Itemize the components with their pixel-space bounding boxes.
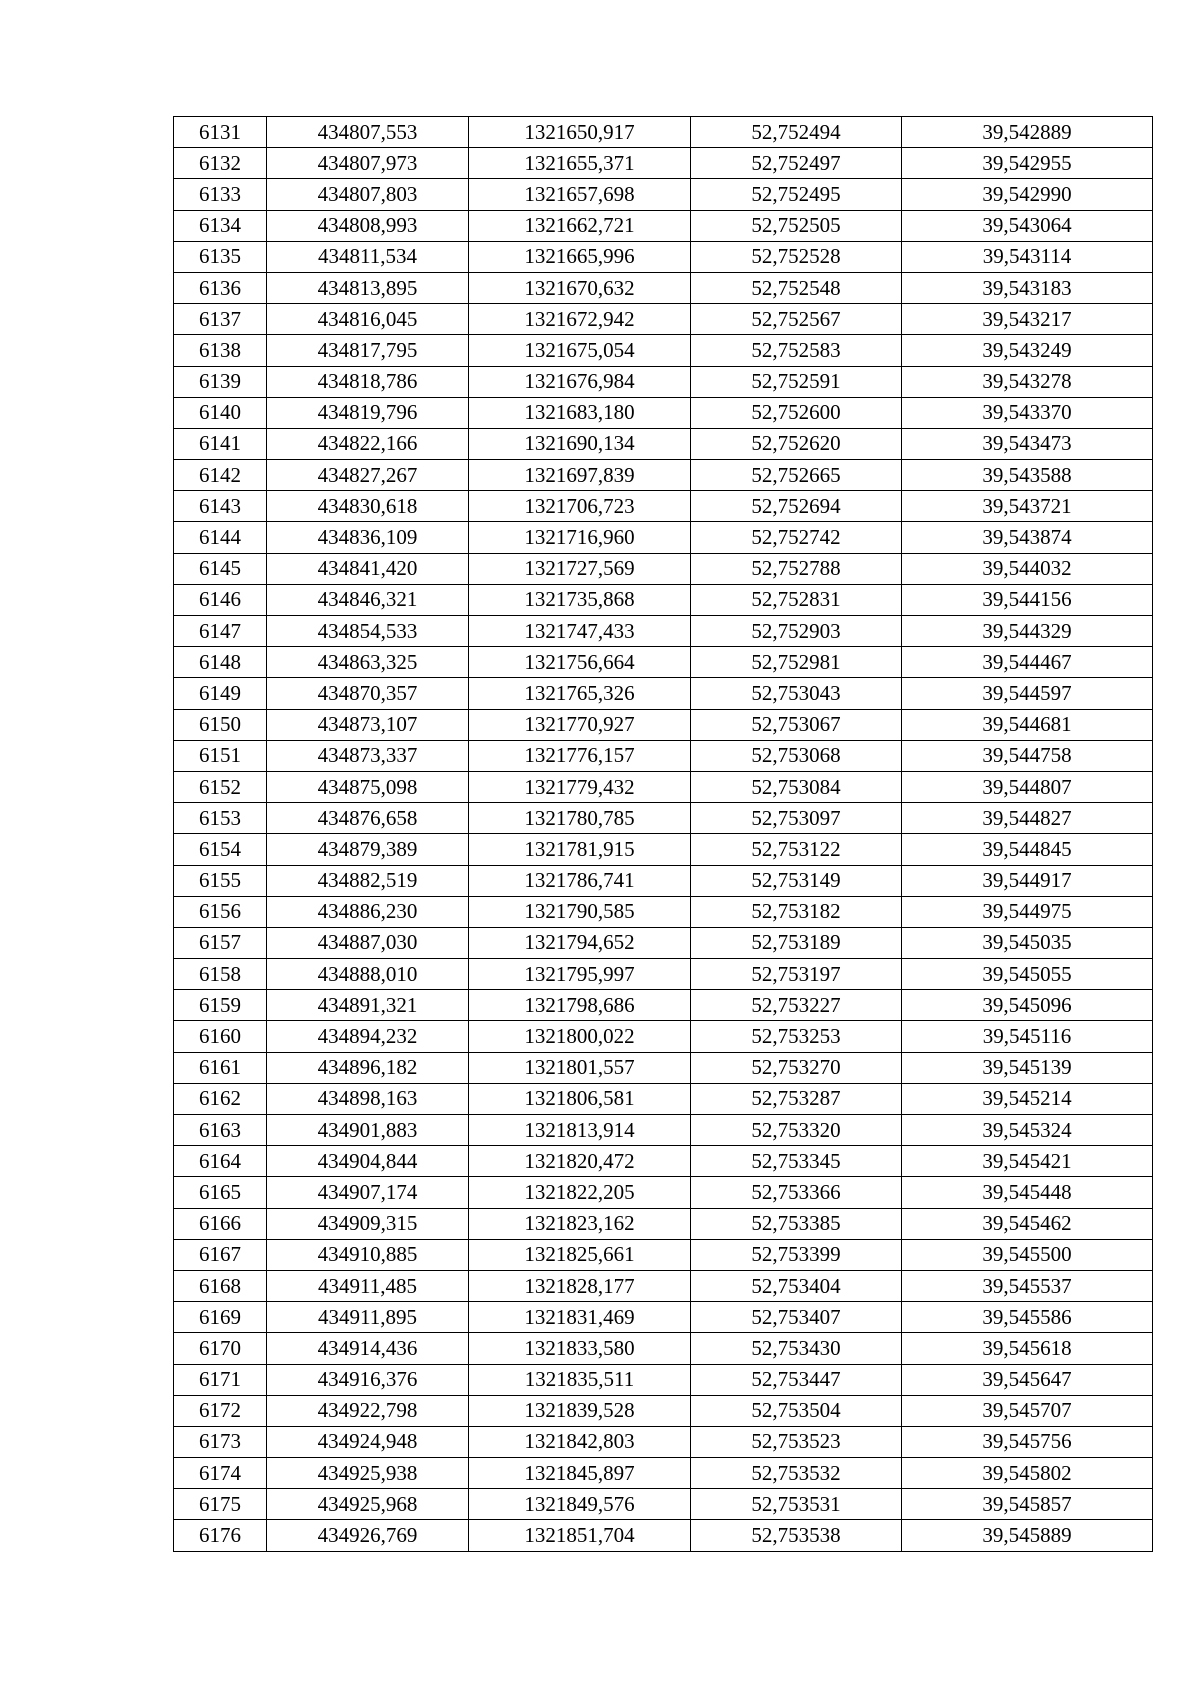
y-coordinate-cell: 1321820,472 (469, 1146, 691, 1177)
latitude-cell: 52,753068 (691, 740, 902, 771)
point-number-cell: 6168 (174, 1270, 267, 1301)
longitude-cell: 39,545116 (902, 1021, 1153, 1052)
x-coordinate-cell: 434925,968 (267, 1489, 469, 1520)
y-coordinate-cell: 1321851,704 (469, 1520, 691, 1551)
latitude-cell: 52,753345 (691, 1146, 902, 1177)
y-coordinate-cell: 1321842,803 (469, 1426, 691, 1457)
y-coordinate-cell: 1321747,433 (469, 616, 691, 647)
longitude-cell: 39,542990 (902, 179, 1153, 210)
table-row (174, 865, 1153, 896)
x-coordinate-cell: 434910,885 (267, 1239, 469, 1270)
y-coordinate-cell: 1321735,868 (469, 584, 691, 615)
x-coordinate-cell: 434819,796 (267, 397, 469, 428)
latitude-cell: 52,752788 (691, 553, 902, 584)
x-coordinate-cell: 434898,163 (267, 1083, 469, 1114)
table-row (174, 553, 1153, 584)
point-number-cell: 6154 (174, 834, 267, 865)
table-row (174, 1021, 1153, 1052)
latitude-cell: 52,753538 (691, 1520, 902, 1551)
table-row (174, 397, 1153, 428)
y-coordinate-cell: 1321780,785 (469, 803, 691, 834)
table-row (174, 460, 1153, 491)
latitude-cell: 52,753149 (691, 865, 902, 896)
x-coordinate-cell: 434830,618 (267, 491, 469, 522)
longitude-cell: 39,543721 (902, 491, 1153, 522)
point-number-cell: 6143 (174, 491, 267, 522)
table-row (174, 241, 1153, 272)
table-row (174, 709, 1153, 740)
point-number-cell: 6162 (174, 1083, 267, 1114)
table-row (174, 959, 1153, 990)
point-number-cell: 6150 (174, 709, 267, 740)
latitude-cell: 52,753287 (691, 1083, 902, 1114)
x-coordinate-cell: 434875,098 (267, 771, 469, 802)
y-coordinate-cell: 1321839,528 (469, 1395, 691, 1426)
table-row (174, 803, 1153, 834)
longitude-cell: 39,545448 (902, 1177, 1153, 1208)
y-coordinate-cell: 1321770,927 (469, 709, 691, 740)
y-coordinate-cell: 1321823,162 (469, 1208, 691, 1239)
latitude-cell: 52,752600 (691, 397, 902, 428)
y-coordinate-cell: 1321675,054 (469, 335, 691, 366)
point-number-cell: 6132 (174, 148, 267, 179)
y-coordinate-cell: 1321690,134 (469, 428, 691, 459)
y-coordinate-cell: 1321657,698 (469, 179, 691, 210)
longitude-cell: 39,544681 (902, 709, 1153, 740)
x-coordinate-cell: 434873,107 (267, 709, 469, 740)
point-number-cell: 6174 (174, 1458, 267, 1489)
x-coordinate-cell: 434807,973 (267, 148, 469, 179)
table-row (174, 771, 1153, 802)
point-number-cell: 6159 (174, 990, 267, 1021)
longitude-cell: 39,545802 (902, 1458, 1153, 1489)
x-coordinate-cell: 434876,658 (267, 803, 469, 834)
longitude-cell: 39,543278 (902, 366, 1153, 397)
table-row (174, 1208, 1153, 1239)
latitude-cell: 52,752497 (691, 148, 902, 179)
table-row (174, 179, 1153, 210)
longitude-cell: 39,543183 (902, 272, 1153, 303)
latitude-cell: 52,753043 (691, 678, 902, 709)
x-coordinate-cell: 434818,786 (267, 366, 469, 397)
table-row (174, 1177, 1153, 1208)
longitude-cell: 39,544975 (902, 896, 1153, 927)
longitude-cell: 39,545139 (902, 1052, 1153, 1083)
y-coordinate-cell: 1321672,942 (469, 304, 691, 335)
table-row (174, 896, 1153, 927)
y-coordinate-cell: 1321795,997 (469, 959, 691, 990)
x-coordinate-cell: 434811,534 (267, 241, 469, 272)
longitude-cell: 39,545035 (902, 927, 1153, 958)
table-row (174, 1052, 1153, 1083)
longitude-cell: 39,544032 (902, 553, 1153, 584)
longitude-cell: 39,544597 (902, 678, 1153, 709)
longitude-cell: 39,543217 (902, 304, 1153, 335)
table-row (174, 1426, 1153, 1457)
table-row (174, 272, 1153, 303)
latitude-cell: 52,753320 (691, 1115, 902, 1146)
y-coordinate-cell: 1321670,632 (469, 272, 691, 303)
latitude-cell: 52,753189 (691, 927, 902, 958)
point-number-cell: 6137 (174, 304, 267, 335)
y-coordinate-cell: 1321813,914 (469, 1115, 691, 1146)
table-row (174, 834, 1153, 865)
y-coordinate-cell: 1321697,839 (469, 460, 691, 491)
x-coordinate-cell: 434924,948 (267, 1426, 469, 1457)
latitude-cell: 52,752548 (691, 272, 902, 303)
x-coordinate-cell: 434894,232 (267, 1021, 469, 1052)
point-number-cell: 6138 (174, 335, 267, 366)
x-coordinate-cell: 434904,844 (267, 1146, 469, 1177)
longitude-cell: 39,545055 (902, 959, 1153, 990)
longitude-cell: 39,545618 (902, 1333, 1153, 1364)
x-coordinate-cell: 434922,798 (267, 1395, 469, 1426)
longitude-cell: 39,544758 (902, 740, 1153, 771)
point-number-cell: 6161 (174, 1052, 267, 1083)
point-number-cell: 6141 (174, 428, 267, 459)
latitude-cell: 52,753523 (691, 1426, 902, 1457)
table-row (174, 616, 1153, 647)
point-number-cell: 6134 (174, 210, 267, 241)
table-row (174, 1364, 1153, 1395)
latitude-cell: 52,752591 (691, 366, 902, 397)
y-coordinate-cell: 1321822,205 (469, 1177, 691, 1208)
x-coordinate-cell: 434887,030 (267, 927, 469, 958)
x-coordinate-cell: 434817,795 (267, 335, 469, 366)
latitude-cell: 52,752742 (691, 522, 902, 553)
point-number-cell: 6153 (174, 803, 267, 834)
latitude-cell: 52,752903 (691, 616, 902, 647)
x-coordinate-cell: 434909,315 (267, 1208, 469, 1239)
latitude-cell: 52,753447 (691, 1364, 902, 1395)
y-coordinate-cell: 1321655,371 (469, 148, 691, 179)
x-coordinate-cell: 434873,337 (267, 740, 469, 771)
longitude-cell: 39,543064 (902, 210, 1153, 241)
table-row (174, 647, 1153, 678)
x-coordinate-cell: 434816,045 (267, 304, 469, 335)
latitude-cell: 52,752505 (691, 210, 902, 241)
point-number-cell: 6165 (174, 1177, 267, 1208)
y-coordinate-cell: 1321849,576 (469, 1489, 691, 1520)
table-row (174, 148, 1153, 179)
table-row (174, 1520, 1153, 1551)
longitude-cell: 39,544827 (902, 803, 1153, 834)
latitude-cell: 52,753253 (691, 1021, 902, 1052)
x-coordinate-cell: 434911,485 (267, 1270, 469, 1301)
latitude-cell: 52,753122 (691, 834, 902, 865)
longitude-cell: 39,545586 (902, 1302, 1153, 1333)
point-number-cell: 6144 (174, 522, 267, 553)
x-coordinate-cell: 434813,895 (267, 272, 469, 303)
y-coordinate-cell: 1321765,326 (469, 678, 691, 709)
x-coordinate-cell: 434888,010 (267, 959, 469, 990)
x-coordinate-cell: 434911,895 (267, 1302, 469, 1333)
point-number-cell: 6155 (174, 865, 267, 896)
longitude-cell: 39,545500 (902, 1239, 1153, 1270)
latitude-cell: 52,753407 (691, 1302, 902, 1333)
point-number-cell: 6164 (174, 1146, 267, 1177)
longitude-cell: 39,543874 (902, 522, 1153, 553)
latitude-cell: 52,752831 (691, 584, 902, 615)
table-row (174, 740, 1153, 771)
table-row (174, 1146, 1153, 1177)
point-number-cell: 6167 (174, 1239, 267, 1270)
longitude-cell: 39,542955 (902, 148, 1153, 179)
latitude-cell: 52,753404 (691, 1270, 902, 1301)
longitude-cell: 39,545889 (902, 1520, 1153, 1551)
table-row (174, 1333, 1153, 1364)
y-coordinate-cell: 1321683,180 (469, 397, 691, 428)
y-coordinate-cell: 1321706,723 (469, 491, 691, 522)
y-coordinate-cell: 1321776,157 (469, 740, 691, 771)
coordinates-table (173, 116, 1153, 1552)
point-number-cell: 6145 (174, 553, 267, 584)
point-number-cell: 6152 (174, 771, 267, 802)
longitude-cell: 39,542889 (902, 117, 1153, 148)
point-number-cell: 6160 (174, 1021, 267, 1052)
point-number-cell: 6173 (174, 1426, 267, 1457)
longitude-cell: 39,545857 (902, 1489, 1153, 1520)
longitude-cell: 39,545537 (902, 1270, 1153, 1301)
latitude-cell: 52,753430 (691, 1333, 902, 1364)
latitude-cell: 52,752665 (691, 460, 902, 491)
longitude-cell: 39,544845 (902, 834, 1153, 865)
x-coordinate-cell: 434925,938 (267, 1458, 469, 1489)
point-number-cell: 6172 (174, 1395, 267, 1426)
latitude-cell: 52,752494 (691, 117, 902, 148)
latitude-cell: 52,753532 (691, 1458, 902, 1489)
latitude-cell: 52,752981 (691, 647, 902, 678)
y-coordinate-cell: 1321801,557 (469, 1052, 691, 1083)
point-number-cell: 6149 (174, 678, 267, 709)
y-coordinate-cell: 1321662,721 (469, 210, 691, 241)
y-coordinate-cell: 1321828,177 (469, 1270, 691, 1301)
table-row (174, 1270, 1153, 1301)
table-row (174, 678, 1153, 709)
y-coordinate-cell: 1321831,469 (469, 1302, 691, 1333)
point-number-cell: 6166 (174, 1208, 267, 1239)
x-coordinate-cell: 434914,436 (267, 1333, 469, 1364)
x-coordinate-cell: 434827,267 (267, 460, 469, 491)
point-number-cell: 6157 (174, 927, 267, 958)
table-row (174, 522, 1153, 553)
x-coordinate-cell: 434879,389 (267, 834, 469, 865)
point-number-cell: 6146 (174, 584, 267, 615)
y-coordinate-cell: 1321800,022 (469, 1021, 691, 1052)
y-coordinate-cell: 1321825,661 (469, 1239, 691, 1270)
y-coordinate-cell: 1321676,984 (469, 366, 691, 397)
longitude-cell: 39,545096 (902, 990, 1153, 1021)
longitude-cell: 39,545462 (902, 1208, 1153, 1239)
latitude-cell: 52,752495 (691, 179, 902, 210)
point-number-cell: 6131 (174, 117, 267, 148)
x-coordinate-cell: 434901,883 (267, 1115, 469, 1146)
table-row (174, 1115, 1153, 1146)
point-number-cell: 6148 (174, 647, 267, 678)
table-row (174, 428, 1153, 459)
longitude-cell: 39,543370 (902, 397, 1153, 428)
latitude-cell: 52,752528 (691, 241, 902, 272)
y-coordinate-cell: 1321835,511 (469, 1364, 691, 1395)
point-number-cell: 6156 (174, 896, 267, 927)
table-row (174, 1458, 1153, 1489)
x-coordinate-cell: 434926,769 (267, 1520, 469, 1551)
longitude-cell: 39,544917 (902, 865, 1153, 896)
latitude-cell: 52,753227 (691, 990, 902, 1021)
x-coordinate-cell: 434870,357 (267, 678, 469, 709)
table-row (174, 335, 1153, 366)
y-coordinate-cell: 1321781,915 (469, 834, 691, 865)
longitude-cell: 39,543114 (902, 241, 1153, 272)
y-coordinate-cell: 1321650,917 (469, 117, 691, 148)
latitude-cell: 52,753197 (691, 959, 902, 990)
point-number-cell: 6171 (174, 1364, 267, 1395)
longitude-cell: 39,544467 (902, 647, 1153, 678)
point-number-cell: 6147 (174, 616, 267, 647)
x-coordinate-cell: 434854,533 (267, 616, 469, 647)
y-coordinate-cell: 1321727,569 (469, 553, 691, 584)
x-coordinate-cell: 434807,553 (267, 117, 469, 148)
x-coordinate-cell: 434807,803 (267, 179, 469, 210)
table-row (174, 1083, 1153, 1114)
point-number-cell: 6135 (174, 241, 267, 272)
longitude-cell: 39,543473 (902, 428, 1153, 459)
point-number-cell: 6151 (174, 740, 267, 771)
point-number-cell: 6139 (174, 366, 267, 397)
table-row (174, 927, 1153, 958)
latitude-cell: 52,753067 (691, 709, 902, 740)
latitude-cell: 52,753084 (691, 771, 902, 802)
longitude-cell: 39,545214 (902, 1083, 1153, 1114)
x-coordinate-cell: 434863,325 (267, 647, 469, 678)
y-coordinate-cell: 1321756,664 (469, 647, 691, 678)
table-row (174, 1302, 1153, 1333)
point-number-cell: 6163 (174, 1115, 267, 1146)
table-row (174, 304, 1153, 335)
point-number-cell: 6176 (174, 1520, 267, 1551)
point-number-cell: 6158 (174, 959, 267, 990)
latitude-cell: 52,753366 (691, 1177, 902, 1208)
latitude-cell: 52,753504 (691, 1395, 902, 1426)
longitude-cell: 39,545707 (902, 1395, 1153, 1426)
y-coordinate-cell: 1321665,996 (469, 241, 691, 272)
x-coordinate-cell: 434916,376 (267, 1364, 469, 1395)
table-row (174, 990, 1153, 1021)
x-coordinate-cell: 434882,519 (267, 865, 469, 896)
table-row (174, 1239, 1153, 1270)
point-number-cell: 6140 (174, 397, 267, 428)
point-number-cell: 6175 (174, 1489, 267, 1520)
table-row (174, 117, 1153, 148)
y-coordinate-cell: 1321798,686 (469, 990, 691, 1021)
longitude-cell: 39,545324 (902, 1115, 1153, 1146)
y-coordinate-cell: 1321786,741 (469, 865, 691, 896)
latitude-cell: 52,752583 (691, 335, 902, 366)
y-coordinate-cell: 1321806,581 (469, 1083, 691, 1114)
longitude-cell: 39,544807 (902, 771, 1153, 802)
point-number-cell: 6133 (174, 179, 267, 210)
x-coordinate-cell: 434891,321 (267, 990, 469, 1021)
longitude-cell: 39,544156 (902, 584, 1153, 615)
table-row (174, 366, 1153, 397)
latitude-cell: 52,753385 (691, 1208, 902, 1239)
latitude-cell: 52,753399 (691, 1239, 902, 1270)
longitude-cell: 39,544329 (902, 616, 1153, 647)
latitude-cell: 52,753097 (691, 803, 902, 834)
longitude-cell: 39,545421 (902, 1146, 1153, 1177)
x-coordinate-cell: 434841,420 (267, 553, 469, 584)
table-row (174, 584, 1153, 615)
longitude-cell: 39,543249 (902, 335, 1153, 366)
latitude-cell: 52,752694 (691, 491, 902, 522)
y-coordinate-cell: 1321845,897 (469, 1458, 691, 1489)
x-coordinate-cell: 434808,993 (267, 210, 469, 241)
latitude-cell: 52,753270 (691, 1052, 902, 1083)
longitude-cell: 39,545647 (902, 1364, 1153, 1395)
x-coordinate-cell: 434907,174 (267, 1177, 469, 1208)
latitude-cell: 52,753531 (691, 1489, 902, 1520)
longitude-cell: 39,545756 (902, 1426, 1153, 1457)
y-coordinate-cell: 1321716,960 (469, 522, 691, 553)
y-coordinate-cell: 1321833,580 (469, 1333, 691, 1364)
table-row (174, 210, 1153, 241)
point-number-cell: 6169 (174, 1302, 267, 1333)
x-coordinate-cell: 434886,230 (267, 896, 469, 927)
table-row (174, 491, 1153, 522)
x-coordinate-cell: 434846,321 (267, 584, 469, 615)
longitude-cell: 39,543588 (902, 460, 1153, 491)
coordinates-table-body (174, 117, 1153, 1552)
x-coordinate-cell: 434822,166 (267, 428, 469, 459)
table-row (174, 1395, 1153, 1426)
latitude-cell: 52,752567 (691, 304, 902, 335)
x-coordinate-cell: 434836,109 (267, 522, 469, 553)
y-coordinate-cell: 1321779,432 (469, 771, 691, 802)
latitude-cell: 52,753182 (691, 896, 902, 927)
point-number-cell: 6136 (174, 272, 267, 303)
y-coordinate-cell: 1321790,585 (469, 896, 691, 927)
table-row (174, 1489, 1153, 1520)
point-number-cell: 6170 (174, 1333, 267, 1364)
point-number-cell: 6142 (174, 460, 267, 491)
latitude-cell: 52,752620 (691, 428, 902, 459)
y-coordinate-cell: 1321794,652 (469, 927, 691, 958)
x-coordinate-cell: 434896,182 (267, 1052, 469, 1083)
